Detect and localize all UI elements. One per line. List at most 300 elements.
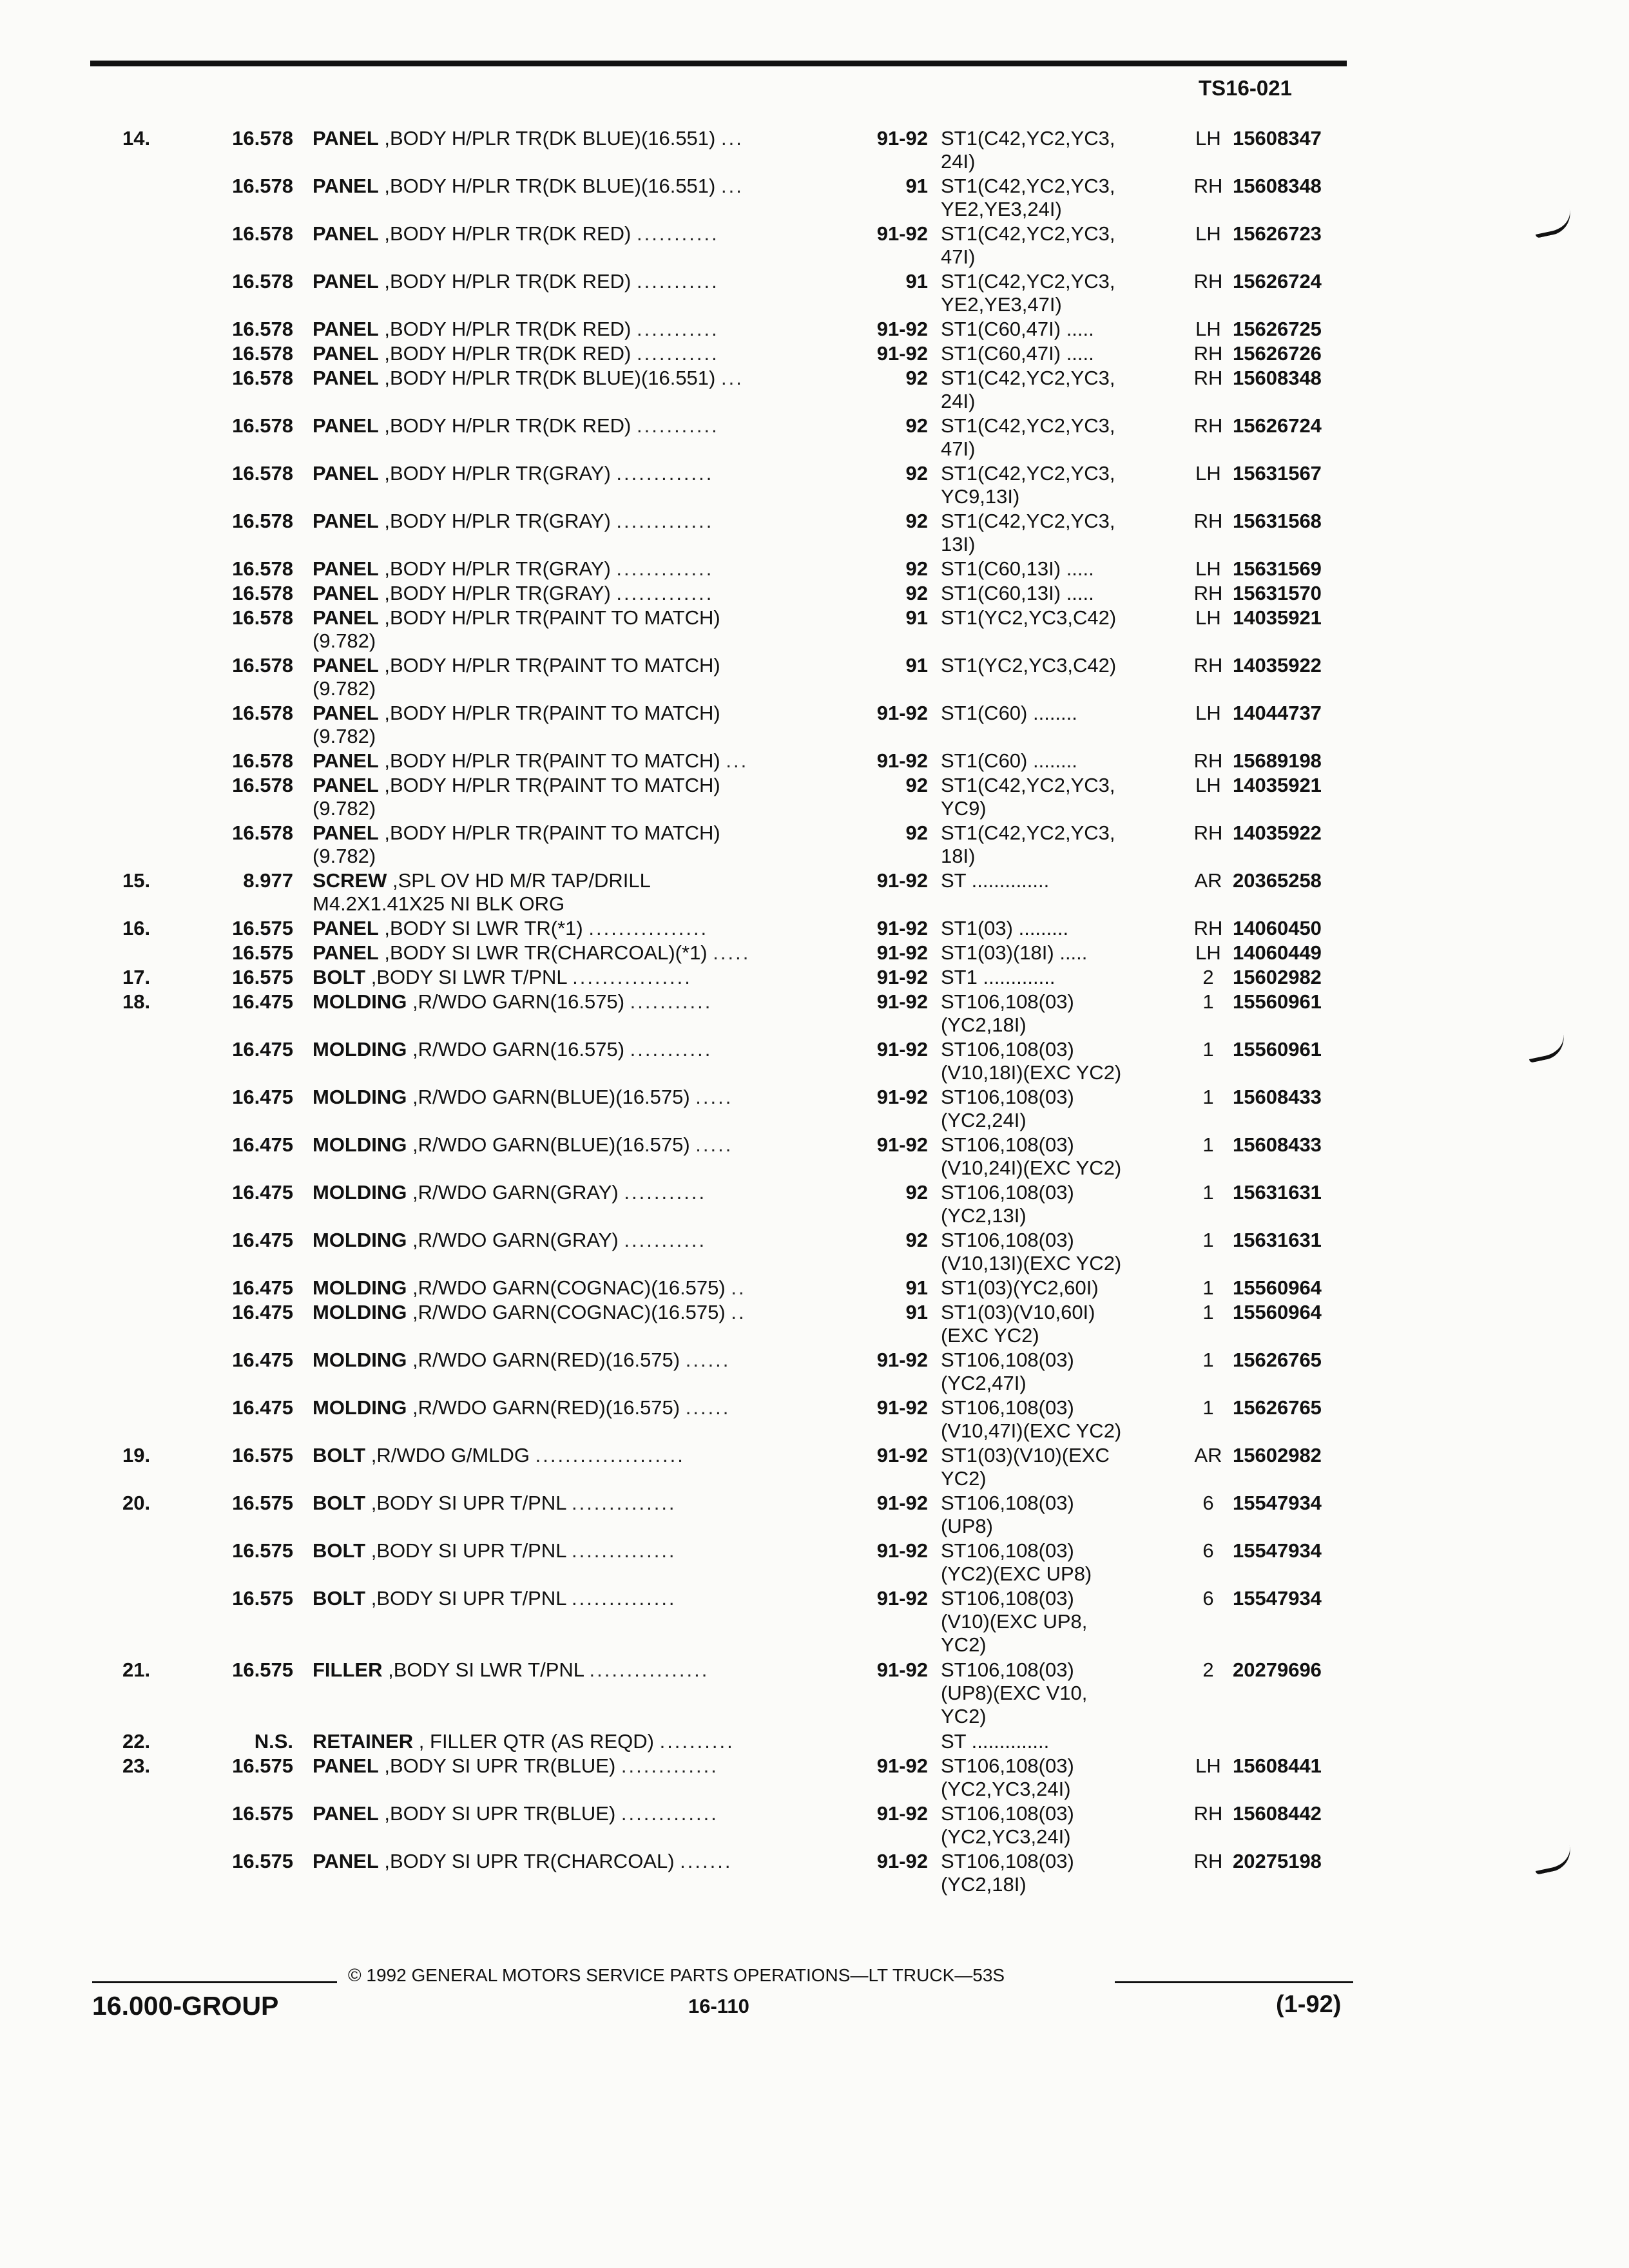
model-line: ST1(YC2,YC3,C42) (941, 606, 1117, 629)
part-number: 14035922 (1233, 822, 1322, 844)
part-description: ,BODY H/PLR TR(GRAY) (384, 510, 611, 532)
quantity-side: RH (1193, 270, 1223, 293)
table-row (0, 941, 1629, 966)
table-row (0, 702, 1629, 749)
quantity-side: 1 (1202, 1276, 1214, 1299)
model-line: (V10,13I)(EXC YC2) (941, 1252, 1122, 1274)
quantity-side: 1 (1202, 1038, 1214, 1061)
table-row (0, 869, 1629, 917)
model-usage (941, 1301, 1173, 1347)
model-line: ST1(03)(V10,60I) (941, 1301, 1095, 1323)
table-row (0, 1276, 1629, 1301)
leader-dots: ........... (637, 342, 719, 365)
part-description: ,R/WDO GARN(GRAY) (412, 1181, 619, 1204)
description (313, 1539, 841, 1562)
description (313, 1444, 841, 1467)
model-usage (941, 1181, 1173, 1227)
part-number: 14044737 (1233, 702, 1322, 724)
description (313, 654, 841, 700)
quantity-side: 1 (1202, 1349, 1214, 1371)
part-number: 15626765 (1233, 1396, 1322, 1419)
part-number: 15626723 (1233, 222, 1322, 245)
model-usage (941, 606, 1173, 629)
part-description: ,R/WDO GARN(BLUE)(16.575) (412, 1133, 690, 1156)
model-line: YC9,13I) (941, 485, 1020, 508)
quantity-side: RH (1193, 510, 1223, 532)
revision-date: (1-92) (1276, 1991, 1342, 2018)
quantity-side: RH (1193, 582, 1223, 604)
leader-dots: ...... (685, 1349, 731, 1371)
model-line: ST1(C42,YC2,YC3, (941, 222, 1115, 245)
table-row (0, 1730, 1629, 1754)
leader-dots: ................ (572, 966, 692, 988)
part-number: 15608442 (1233, 1802, 1322, 1825)
quantity-side: 1 (1202, 1086, 1214, 1108)
group-number: 16.578 (232, 510, 293, 532)
part-number: 20279696 (1233, 1658, 1322, 1681)
part-name: BOLT (313, 1492, 366, 1514)
part-number: 15626724 (1233, 414, 1322, 437)
model-line: ST106,108(03) (941, 1349, 1074, 1371)
model-years: 91-92 (876, 702, 928, 724)
part-description: ,R/WDO GARN(RED)(16.575) (412, 1349, 680, 1371)
part-description: ,R/WDO G/MLDG (371, 1444, 530, 1466)
model-years: 91 (905, 1301, 928, 1323)
part-name: PANEL (313, 270, 379, 293)
model-usage (941, 1396, 1173, 1443)
table-row (0, 606, 1629, 654)
part-description: ,BODY H/PLR TR(DK RED) (384, 342, 631, 365)
group-number: 16.578 (232, 582, 293, 604)
footer-rule-left (92, 1981, 337, 1983)
copyright-line: © 1992 GENERAL MOTORS SERVICE PARTS OPERATIONS—LT TRUCK—53S (348, 1965, 1005, 1985)
model-years: 92 (905, 774, 928, 796)
model-usage (941, 1539, 1173, 1586)
group-number: 16.575 (232, 1539, 293, 1562)
part-number: 15608347 (1233, 127, 1322, 149)
quantity-side: RH (1193, 654, 1223, 677)
model-usage (941, 1658, 1173, 1728)
leader-dots: ........... (624, 1181, 707, 1204)
table-row (0, 1754, 1629, 1802)
part-name: PANEL (313, 342, 379, 365)
group-number: 16.578 (232, 774, 293, 796)
model-line: ST106,108(03) (941, 1133, 1074, 1156)
quantity-side: RH (1193, 175, 1223, 197)
quantity-side: LH (1195, 702, 1221, 724)
group-number: 16.475 (232, 1133, 293, 1156)
part-name: PANEL (313, 822, 379, 844)
table-row (0, 582, 1629, 606)
part-name: BOLT (313, 1539, 366, 1562)
group-number: 16.475 (232, 1276, 293, 1299)
model-years: 92 (905, 414, 928, 437)
model-usage (941, 1229, 1173, 1275)
model-line: ST106,108(03) (941, 1587, 1074, 1610)
model-years: 92 (905, 510, 928, 532)
part-name: MOLDING (313, 1301, 407, 1323)
description (313, 1658, 841, 1682)
leader-dots: ............. (616, 510, 714, 532)
leader-dots: ........... (637, 318, 719, 340)
part-description: ,BODY H/PLR TR(PAINT TO MATCH) (384, 774, 720, 796)
model-years: 91-92 (876, 1492, 928, 1514)
model-years: 91 (905, 606, 928, 629)
part-description: ,BODY H/PLR TR(GRAY) (384, 557, 611, 580)
group-number: 16.475 (232, 1396, 293, 1419)
quantity-side: 1 (1202, 1396, 1214, 1419)
part-description: ,BODY SI UPR T/PNL (371, 1539, 566, 1562)
table-row (0, 749, 1629, 774)
model-years: 91-92 (876, 749, 928, 772)
quantity-side: 2 (1202, 966, 1214, 988)
part-description: ,BODY H/PLR TR(DK RED) (384, 222, 631, 245)
model-years: 91-92 (876, 990, 928, 1013)
item-number: 14. (122, 127, 151, 149)
part-number: 15547934 (1233, 1539, 1322, 1562)
table-row (0, 462, 1629, 510)
part-number: 15626724 (1233, 270, 1322, 293)
model-line: ST1(03)(V10)(EXC (941, 1444, 1110, 1466)
group-number: 16.575 (232, 1587, 293, 1610)
leader-dots: ............. (621, 1754, 718, 1777)
part-name: BOLT (313, 966, 366, 988)
description (313, 1086, 841, 1109)
description (313, 318, 841, 341)
model-line: (UP8)(EXC V10, (941, 1682, 1088, 1704)
description (313, 582, 841, 605)
model-usage (941, 557, 1173, 581)
model-line: ST1(C60,47I) ..... (941, 342, 1094, 365)
top-rule (90, 61, 1347, 66)
leader-dots: ........... (630, 1038, 713, 1061)
model-line: (YC2,24I) (941, 1109, 1027, 1131)
part-description: ,BODY H/PLR TR(PAINT TO MATCH) (384, 606, 720, 629)
part-description: ,BODY H/PLR TR(PAINT TO MATCH) (384, 654, 720, 677)
model-line: YC9) (941, 797, 987, 820)
part-name: SCREW (313, 869, 387, 892)
table-row (0, 270, 1629, 318)
leader-dots: ............. (616, 462, 714, 485)
quantity-side: LH (1195, 462, 1221, 485)
model-line: (YC2,47I) (941, 1372, 1027, 1394)
model-line: (YC2,YC3,24I) (941, 1778, 1071, 1800)
model-line: ST1(C42,YC2,YC3, (941, 462, 1115, 485)
model-usage (941, 1086, 1173, 1132)
quantity-side: 6 (1202, 1587, 1214, 1610)
table-row (0, 1396, 1629, 1444)
model-line: 47I) (941, 245, 976, 268)
model-line: 24I) (941, 150, 976, 173)
quantity-side: RH (1193, 1802, 1223, 1825)
model-line: 13I) (941, 533, 976, 555)
description (313, 990, 841, 1014)
part-name: PANEL (313, 175, 379, 197)
model-years: 91-92 (876, 342, 928, 365)
group-number: 16.475 (232, 1086, 293, 1108)
part-description: ,BODY SI UPR TR(BLUE) (384, 1802, 616, 1825)
page-number: 16-110 (688, 1995, 749, 2017)
part-name: PANEL (313, 510, 379, 532)
table-row (0, 1086, 1629, 1133)
part-name: PANEL (313, 1754, 379, 1777)
model-usage (941, 462, 1173, 508)
quantity-side: RH (1193, 414, 1223, 437)
model-years: 91 (905, 654, 928, 677)
model-line: ST .............. (941, 869, 1050, 892)
part-number: 15560961 (1233, 1038, 1322, 1061)
group-number: 16.578 (232, 557, 293, 580)
model-line: YC2) (941, 1467, 987, 1490)
part-description: ,BODY SI UPR T/PNL (371, 1492, 566, 1514)
model-line: YE2,YE3,24I) (941, 198, 1062, 220)
group-number: 16.575 (232, 966, 293, 988)
part-name: PANEL (313, 917, 379, 939)
group-number: 16.475 (232, 990, 293, 1013)
part-description: ,R/WDO GARN(16.575) (412, 1038, 625, 1061)
quantity-side: LH (1195, 557, 1221, 580)
part-number: 15608441 (1233, 1754, 1322, 1777)
part-name: PANEL (313, 557, 379, 580)
group-number: 16.475 (232, 1349, 293, 1371)
model-years: 92 (905, 1229, 928, 1251)
model-line: (EXC YC2) (941, 1324, 1039, 1347)
parts-list (0, 127, 1629, 1898)
model-years: 91-92 (876, 1444, 928, 1466)
table-row (0, 127, 1629, 175)
item-number: 18. (122, 990, 151, 1013)
model-usage (941, 318, 1173, 341)
leader-dots: ...... (685, 1396, 731, 1419)
table-row (0, 1229, 1629, 1276)
description (313, 1038, 841, 1061)
part-name: MOLDING (313, 1086, 407, 1108)
model-usage (941, 1133, 1173, 1180)
description (313, 175, 841, 198)
model-years: 91-92 (876, 1038, 928, 1061)
description-continued: M4.2X1.41X25 NI BLK ORG (313, 892, 565, 915)
part-description: ,BODY SI UPR T/PNL (371, 1587, 566, 1610)
part-name: MOLDING (313, 1229, 407, 1251)
quantity-side: LH (1195, 941, 1221, 964)
group-number: 16.578 (232, 414, 293, 437)
model-line: ST1(03)(18I) ..... (941, 941, 1088, 964)
table-row (0, 1658, 1629, 1730)
description (313, 1349, 841, 1372)
model-years: 91-92 (876, 1349, 928, 1371)
table-row (0, 990, 1629, 1038)
table-row (0, 654, 1629, 702)
group-number: 16.578 (232, 606, 293, 629)
part-number: 14060450 (1233, 917, 1322, 939)
quantity-side: AR (1194, 1444, 1222, 1466)
description (313, 270, 841, 293)
table-row (0, 1444, 1629, 1492)
model-years: 92 (905, 582, 928, 604)
part-description: ,BODY SI LWR TR(CHARCOAL)(*1) (384, 941, 708, 964)
model-line: ST1(C60,13I) ..... (941, 582, 1094, 604)
model-usage (941, 749, 1173, 773)
group-number: 16.475 (232, 1181, 293, 1204)
quantity-side: LH (1195, 774, 1221, 796)
model-years: 91-92 (876, 127, 928, 149)
table-row (0, 917, 1629, 941)
quantity-side: RH (1193, 367, 1223, 389)
model-usage (941, 774, 1173, 820)
part-number: 15560961 (1233, 990, 1322, 1013)
model-line: ST1(C42,YC2,YC3, (941, 510, 1115, 532)
part-description: ,BODY H/PLR TR(GRAY) (384, 462, 611, 485)
description (313, 1802, 841, 1825)
leader-dots: .......... (659, 1730, 735, 1753)
model-usage (941, 990, 1173, 1037)
part-description: ,R/WDO GARN(COGNAC)(16.575) (412, 1301, 726, 1323)
table-row (0, 222, 1629, 270)
part-description: ,BODY H/PLR TR(DK BLUE)(16.551) (384, 127, 716, 149)
model-line: (V10,24I)(EXC YC2) (941, 1157, 1122, 1179)
part-name: MOLDING (313, 1133, 407, 1156)
part-description: ,R/WDO GARN(16.575) (412, 990, 625, 1013)
part-name: BOLT (313, 1444, 366, 1466)
part-description: ,BODY SI UPR TR(CHARCOAL) (384, 1850, 675, 1872)
model-line: (UP8) (941, 1515, 993, 1537)
quantity-side: 1 (1202, 1181, 1214, 1204)
description (313, 1850, 841, 1873)
table-row (0, 175, 1629, 222)
part-name: PANEL (313, 941, 379, 964)
model-line: ST106,108(03) (941, 990, 1074, 1013)
leader-dots: ............. (616, 557, 714, 580)
model-usage (941, 1587, 1173, 1657)
model-line: ST106,108(03) (941, 1038, 1074, 1061)
model-years: 91-92 (876, 869, 928, 892)
part-description: ,BODY H/PLR TR(DK RED) (384, 414, 631, 437)
part-name: PANEL (313, 462, 379, 485)
leader-dots: ..... (695, 1086, 733, 1108)
model-years: 91-92 (876, 1802, 928, 1825)
part-name: FILLER (313, 1658, 383, 1681)
leader-dots: .............. (571, 1587, 677, 1610)
model-usage (941, 1276, 1173, 1300)
description (313, 869, 841, 916)
model-line: ST106,108(03) (941, 1754, 1074, 1777)
part-number: 15626725 (1233, 318, 1322, 340)
description (313, 462, 841, 485)
part-name: MOLDING (313, 1181, 407, 1204)
description (313, 510, 841, 533)
description-continued: (9.782) (313, 725, 376, 747)
model-usage (941, 822, 1173, 868)
model-line: ST1(YC2,YC3,C42) (941, 654, 1117, 677)
model-usage (941, 582, 1173, 605)
model-line: ST1(C60) ........ (941, 702, 1077, 724)
model-years: 91-92 (876, 1133, 928, 1156)
part-name: PANEL (313, 702, 379, 724)
model-line: ST1(C60) ........ (941, 749, 1077, 772)
description (313, 557, 841, 581)
part-description: ,BODY SI LWR TR(*1) (384, 917, 583, 939)
model-usage (941, 1038, 1173, 1084)
model-line: (YC2)(EXC UP8) (941, 1562, 1092, 1585)
table-row (0, 318, 1629, 342)
description (313, 702, 841, 748)
model-years: 91 (905, 175, 928, 197)
part-description: ,BODY H/PLR TR(DK RED) (384, 318, 631, 340)
part-name: PANEL (313, 1802, 379, 1825)
leader-dots: .................... (535, 1444, 685, 1466)
quantity-side: LH (1195, 318, 1221, 340)
quantity-side: LH (1195, 127, 1221, 149)
quantity-side: LH (1195, 1754, 1221, 1777)
group-number: 16.578 (232, 127, 293, 149)
part-name: PANEL (313, 414, 379, 437)
table-row (0, 774, 1629, 822)
part-number: 15631631 (1233, 1229, 1322, 1251)
leader-dots: ... (726, 749, 749, 772)
part-description: ,BODY SI UPR TR(BLUE) (384, 1754, 616, 1777)
group-number: 16.578 (232, 270, 293, 293)
model-years: 91-92 (876, 1850, 928, 1872)
quantity-side: AR (1194, 869, 1222, 892)
model-line: 47I) (941, 437, 976, 460)
part-description: ,R/WDO GARN(GRAY) (412, 1229, 619, 1251)
model-years: 91-92 (876, 1396, 928, 1419)
model-years: 91 (905, 1276, 928, 1299)
part-number: 15626726 (1233, 342, 1322, 365)
leader-dots: ............. (621, 1802, 718, 1825)
table-row (0, 414, 1629, 462)
leader-dots: ............. (616, 582, 714, 604)
model-years: 92 (905, 367, 928, 389)
model-line: ST .............. (941, 1730, 1050, 1753)
model-line: ST1(03) ......... (941, 917, 1069, 939)
model-usage (941, 1850, 1173, 1896)
description-continued: (9.782) (313, 677, 376, 700)
model-usage (941, 1349, 1173, 1395)
model-usage (941, 702, 1173, 725)
description-continued: (9.782) (313, 845, 376, 867)
description (313, 1301, 841, 1324)
model-line: ST1(C42,YC2,YC3, (941, 822, 1115, 844)
quantity-side: 6 (1202, 1492, 1214, 1514)
item-number: 16. (122, 917, 151, 939)
model-years: 92 (905, 557, 928, 580)
table-row (0, 342, 1629, 367)
model-line: (V10)(EXC UP8, (941, 1610, 1088, 1633)
quantity-side: RH (1193, 342, 1223, 365)
part-name: PANEL (313, 367, 379, 389)
quantity-side: RH (1193, 749, 1223, 772)
model-usage (941, 367, 1173, 413)
part-name: PANEL (313, 582, 379, 604)
description (313, 367, 841, 390)
part-number: 20365258 (1233, 869, 1322, 892)
part-name: MOLDING (313, 990, 407, 1013)
model-usage (941, 342, 1173, 365)
model-usage (941, 869, 1173, 892)
model-line: ST1(C60,13I) ..... (941, 557, 1094, 580)
leader-dots: ........... (630, 990, 713, 1013)
group-number: 16.578 (232, 654, 293, 677)
part-description: ,SPL OV HD M/R TAP/DRILL (392, 869, 651, 892)
leader-dots: .. (731, 1276, 746, 1299)
description (313, 1276, 841, 1300)
part-name: PANEL (313, 318, 379, 340)
description (313, 822, 841, 868)
leader-dots: ................ (589, 1658, 709, 1681)
quantity-side: 6 (1202, 1539, 1214, 1562)
group-number: 16.575 (232, 1754, 293, 1777)
